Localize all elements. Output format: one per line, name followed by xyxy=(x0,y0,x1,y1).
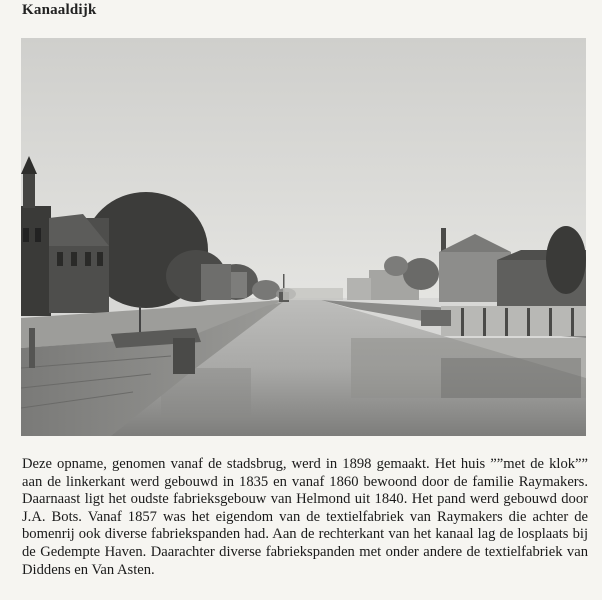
house-with-clock xyxy=(21,206,51,316)
page-title: Kanaaldijk xyxy=(22,2,97,18)
caption-text: Deze opname, genomen vanaf de stadsbrug, werd in 1898 gemaakt. Het huis ””met de klok”” aan de linkerkant werd gebouwd in 1835 en vanaf 1860 bewoond door de familie Raymakers. Daarnaast ligt het oudste fabrieksgebouw van Helmond uit 1840. Het pand werd gebouwd door J.A. Bots. Vanaf 1857 was het eigendom van de textielfabriek van Raymakers die achter de bomenrij ook diverse fabriekspanden had. Aan de rechterkant van het kanaal lag de losplaats bij de Gedempte Haven. Daarachter diverse fabriekspanden met onder andere de textielfabriek van Diddens en Van Asten. xyxy=(22,456,588,578)
canal-photograph xyxy=(21,38,586,436)
photo-caption xyxy=(22,456,588,579)
